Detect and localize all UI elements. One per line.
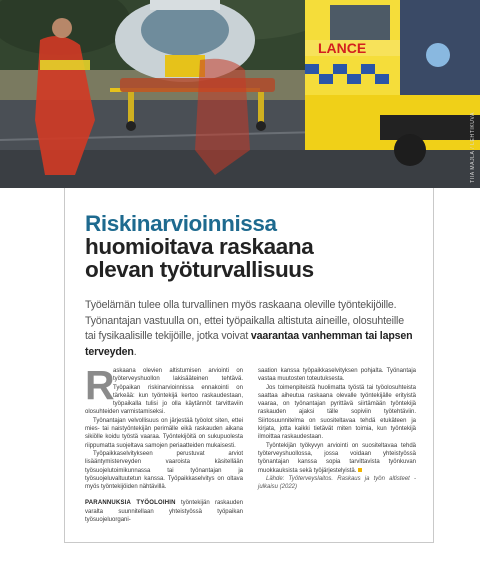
source-note: Lähde: Työterveyslaitos. Raskaus ja työn altisteet -julkaisu (2022) (258, 475, 416, 491)
article-column-1 (85, 362, 243, 524)
drop-cap: R (85, 362, 115, 408)
paragraph: askaana olevien altistumisen arviointi on työterveyshuollon lakisääteinen tehtävä. Työpaikan riskinarvioinnissa ennakointi on tärkeää: kun työntekijä kertoo raskaudestaan, työpaikalla tulisi jo olla käytännöt tarvittaviin olosuhteiden varmistamiseksi. (85, 368, 243, 416)
hero-photo (0, 0, 480, 188)
title-line-1: Riskinarvioinnissa (85, 211, 277, 236)
end-mark-icon (358, 468, 362, 472)
paragraph-text: työntekijän raskauden varalta suunnitellaan yhteistyössä työpaikan työsuojeluorgani- (85, 500, 243, 524)
ambulance-scene-illustration (0, 0, 480, 188)
paragraph: Työpaikkaselvitykseen perustuvat arviot lisääntymisterveyden vaaroista käsitellään työsuojelutoimikunnassa tai työnantajan ja työsuojeluvaltuutetun kanssa. Työpaikkaselvitys on oltava myös työntekijöiden nähtävillä. (85, 450, 243, 491)
paragraph-keyword: PARANNUKSIA TYÖOLOIHIN (85, 500, 176, 507)
title-line-2: huomioitava raskaana (85, 234, 314, 259)
article-column-2 (258, 367, 416, 491)
paragraph-text: Työntekijän työkyvyn arviointi on suositeltavaa tehdä työterveyshuollossa, jossa voidaan yhteistyössä työnantajan kanssa sopia tarvittavista työnkuvan muokkauksista sekä työjärjestelyistä. (258, 442, 416, 474)
lead-highlight: vaarantaa vanhemman tai lapsen terveyden (85, 330, 413, 358)
lead-end: . (133, 345, 137, 358)
ambulance-lettering: LANCE (318, 40, 367, 56)
paragraph: saation kanssa työpaikkaselvityksen pohjalta. Työnantaja vastaa muutosten toteutuksesta. (258, 368, 416, 383)
lead-text: Työelämän tulee olla turvallinen myös raskaana oleville työntekijöille. Työnantajan vastuulla on, ettei työpaikalla altistuta aineille, olosuhteille tai fysikaalisille tekijöille, jotka voivat (85, 299, 404, 342)
paragraph (258, 442, 416, 475)
paragraph: Työnantajan velvollisuus on järjestää työolot siten, ettei mies- tai naistyöntekijän perimälle eikä raskauden aikana sikiölle koidu työstä vaaraa. Työntekijöitä on sukupuolesta riippumatta suojeltava samojen periaatteiden mukaisesti. (85, 417, 243, 449)
title-line-3: olevan työturvallisuus (85, 257, 314, 282)
article-title (85, 212, 314, 281)
paragraph: Jos toimenpiteistä huolimatta työstä tai työolosuhteista saattaa aiheutua raskaana olevalle työntekijälle erityistä vaaraa, on työnantajan pyrittävä siirtämään työntekijä raskauden ajaksi tälle sopiviin työtehtäviin. Siirtosuunnitelma on suositeltavaa tehdä etukäteen ja kirjata, jotta kaikki tietävät miten toimia, kun työntekijä ilmoittaa raskaudestaan. (258, 384, 416, 441)
article-lead (85, 298, 415, 360)
paragraph (85, 499, 243, 524)
photo-credit: TIIA MAJLA / LEHTIKUVA (470, 112, 476, 183)
